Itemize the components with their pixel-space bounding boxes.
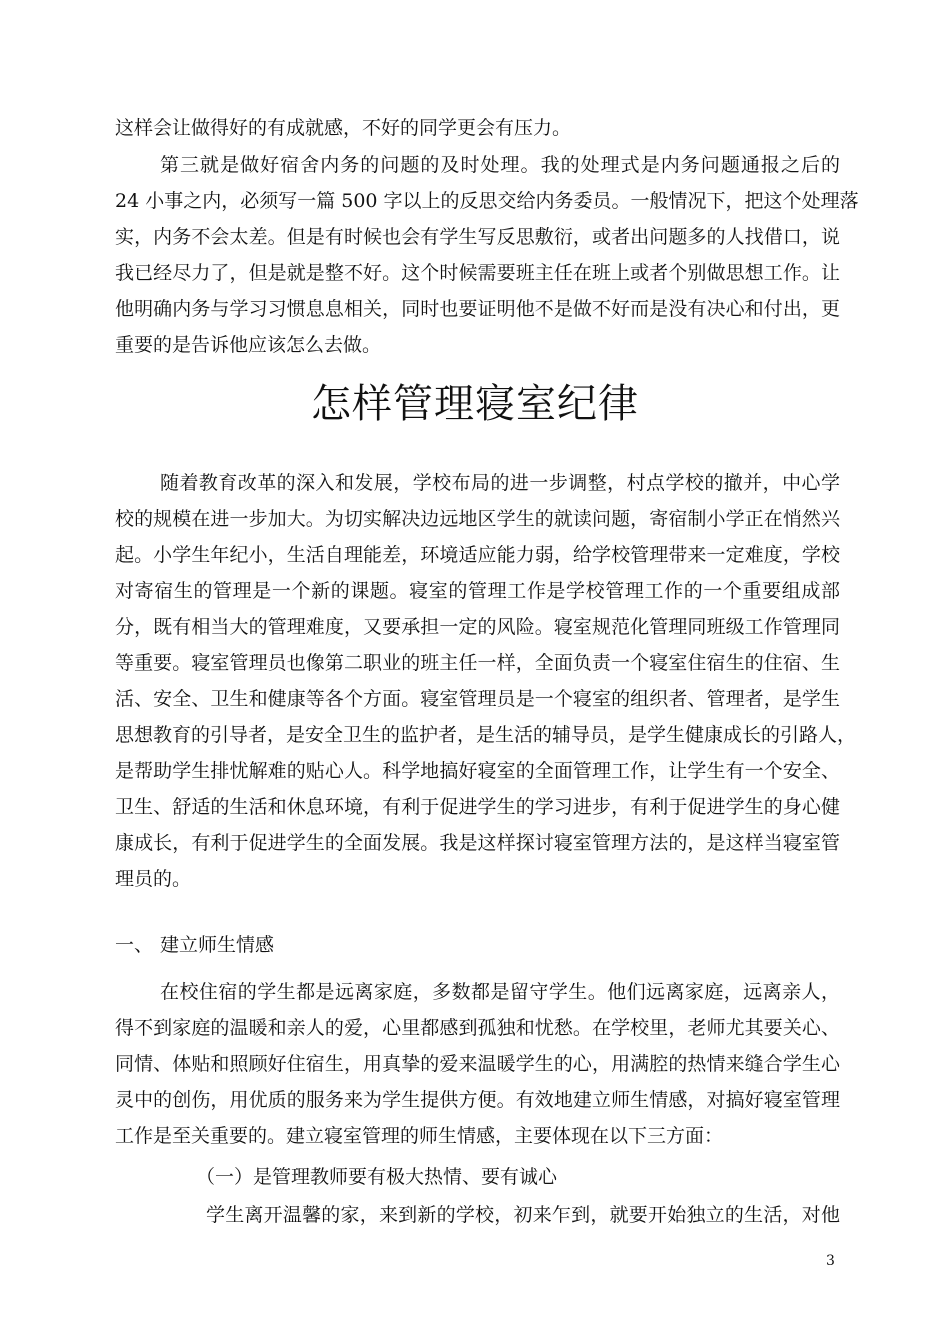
paragraph-line: 学生离开温馨的家，来到新的学校，初来乍到，就要开始独立的生活，对他 [206,1204,840,1226]
section-number: 一、 [115,934,154,956]
paragraph-line: 我已经尽力了，但是就是整不好。这个时候需要班主任在班上或者个别做思想工作。让 [115,262,840,284]
paragraph-line: 这样会让做得好的有成就感，不好的同学更会有压力。 [115,117,572,139]
page-number: 3 [826,1253,835,1269]
paragraph-line: 分，既有相当大的管理难度，又要承担一定的风险。寝室规范化管理同班级工作管理同 [115,616,840,638]
paragraph-line: 实，内务不会太差。但是有时候也会有学生写反思敷衍，或者出问题多的人找借口，说 [115,226,840,248]
paragraph-line: 思想教育的引导者，是安全卫生的监护者，是生活的辅导员，是学生健康成长的引路人， [115,724,857,746]
paragraph-line: 随着教育改革的深入和发展，学校布局的进一步调整，村点学校的撤并，中心学 [160,472,840,494]
paragraph-line: 在校住宿的学生都是远离家庭，多数都是留守学生。他们远离家庭，远离亲人， [160,981,840,1003]
paragraph-line: 同情、体贴和照顾好住宿生，用真挚的爱来温暖学生的心，用满腔的热情来缝合学生心 [115,1053,840,1075]
paragraph-line: 24 小事之内，必须写一篇 500 字以上的反思交给内务委员。一般情况下，把这个处理落 [115,190,859,212]
paragraph-line: 对寄宿生的管理是一个新的课题。寝室的管理工作是学校管理工作的一个重要组成部 [115,580,840,602]
paragraph-line: 灵中的创伤，用优质的服务来为学生提供方便。有效地建立师生情感，对搞好寝室管理 [115,1089,840,1111]
paragraph-line: 理员的。 [115,868,192,890]
section-heading [115,928,274,962]
paragraph-line: 他明确内务与学习习惯息息相关，同时也要证明他不是做不好而是没有决心和付出，更 [115,298,840,320]
paragraph-line: 工作是至关重要的。建立寝室管理的师生情感，主要体现在以下三方面： [115,1125,724,1147]
paragraph-line: 活、安全、卫生和健康等各个方面。寝室管理员是一个寝室的组织者、管理者，是学生 [115,688,840,710]
paragraph-line: 第三就是做好宿舍内务的问题的及时处理。我的处理式是内务问题通报之后的 [160,154,840,176]
paragraph-line: 重要的是告诉他应该怎么去做。 [115,334,382,356]
paragraph-line: 是帮助学生排忧解难的贴心人。科学地搞好寝室的全面管理工作，让学生有一个安全、 [115,760,840,782]
document-title: 怎样管理寝室纪律 [311,381,639,427]
paragraph-line: 等重要。寝室管理员也像第二职业的班主任一样，全面负责一个寝室住宿生的住宿、生 [115,652,840,674]
paragraph-line: 起。小学生年纪小，生活自理能差，环境适应能力弱，给学校管理带来一定难度，学校 [115,544,840,566]
subsection-heading: （一）是管理教师要有极大热情、要有诚心 [196,1166,558,1188]
section-title: 建立师生情感 [160,934,275,956]
paragraph-line: 校的规模在进一步加大。为切实解决边远地区学生的就读问题，寄宿制小学正在悄然兴 [115,508,840,530]
paragraph-line: 卫生、舒适的生活和休息环境，有利于促进学生的学习进步，有利于促进学生的身心健 [115,796,840,818]
paragraph-line: 康成长，有利于促进学生的全面发展。我是这样探讨寝室管理方法的，是这样当寝室管 [115,832,840,854]
paragraph-line: 得不到家庭的温暖和亲人的爱，心里都感到孤独和忧愁。在学校里，老师尤其要关心、 [115,1017,840,1039]
